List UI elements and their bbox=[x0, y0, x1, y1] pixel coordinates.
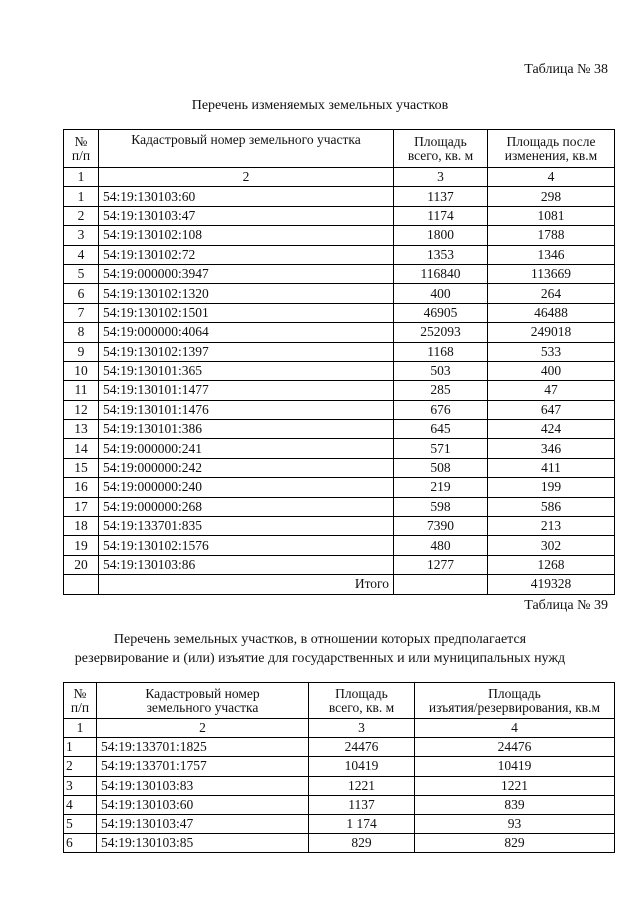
header-num-line2: п/п bbox=[70, 699, 90, 715]
column-number-row bbox=[64, 168, 615, 187]
area-value: 1168 bbox=[394, 342, 488, 361]
row-number: 18 bbox=[64, 517, 99, 536]
cadastral-number: 54:19:133701:1825 bbox=[97, 738, 309, 757]
cadastral-number: 54:19:130101:365 bbox=[99, 361, 394, 380]
col-number: 4 bbox=[488, 168, 615, 187]
cadastral-number: 54:19:130103:60 bbox=[97, 795, 309, 814]
table-row bbox=[64, 776, 615, 795]
area-value-2: 213 bbox=[488, 517, 615, 536]
row-number: 2 bbox=[64, 206, 99, 225]
table-row bbox=[64, 323, 615, 342]
row-number: 15 bbox=[64, 458, 99, 477]
row-number: 5 bbox=[64, 264, 99, 283]
area-value: 829 bbox=[309, 834, 415, 853]
table-38-caption: Таблица № 38 bbox=[524, 62, 608, 77]
area-value: 252093 bbox=[394, 323, 488, 342]
area-value: 7390 bbox=[394, 517, 488, 536]
header-area-line1: Площадь bbox=[335, 685, 388, 701]
header-area-after bbox=[488, 130, 615, 168]
cadastral-number: 54:19:130103:86 bbox=[99, 555, 394, 574]
header-num bbox=[64, 683, 97, 719]
table-row bbox=[64, 206, 615, 225]
area-value-2: 199 bbox=[488, 478, 615, 497]
table-header-row bbox=[64, 683, 615, 719]
table-row bbox=[64, 226, 615, 245]
cadastral-number: 54:19:130101:1477 bbox=[99, 381, 394, 400]
row-number: 7 bbox=[64, 303, 99, 322]
cadastral-number: 54:19:130101:386 bbox=[99, 420, 394, 439]
table-row bbox=[64, 420, 615, 439]
header-area-line2: всего, кв. м bbox=[407, 147, 474, 163]
area-value-2: 1268 bbox=[488, 555, 615, 574]
cadastral-number: 54:19:000000:241 bbox=[99, 439, 394, 458]
table-row bbox=[64, 757, 615, 776]
table-row bbox=[64, 517, 615, 536]
row-number: 10 bbox=[64, 361, 99, 380]
area-value: 503 bbox=[394, 361, 488, 380]
area-value-2: 302 bbox=[488, 536, 615, 555]
table-38-body bbox=[64, 187, 615, 575]
table-39-title-line2: резервирование и (или) изъятие для государственных и или муниципальных нужд bbox=[74, 651, 566, 666]
area-value-2: 298 bbox=[488, 187, 615, 206]
header-area-after-line1: Площадь после bbox=[506, 133, 596, 149]
row-number: 19 bbox=[64, 536, 99, 555]
col-number: 2 bbox=[99, 168, 394, 187]
table-row bbox=[64, 555, 615, 574]
header-area-taken bbox=[415, 683, 615, 719]
col-number: 3 bbox=[394, 168, 488, 187]
area-value-2: 113669 bbox=[488, 264, 615, 283]
table-row bbox=[64, 834, 615, 853]
area-value: 1 174 bbox=[309, 814, 415, 833]
area-value-2: 1346 bbox=[488, 245, 615, 264]
area-value: 10419 bbox=[309, 757, 415, 776]
row-number: 11 bbox=[64, 381, 99, 400]
table-row bbox=[64, 381, 615, 400]
area-value: 1174 bbox=[394, 206, 488, 225]
cadastral-number: 54:19:130103:60 bbox=[99, 187, 394, 206]
row-number: 5 bbox=[64, 814, 97, 833]
row-number: 20 bbox=[64, 555, 99, 574]
area-value-2: 93 bbox=[415, 814, 615, 833]
table-row bbox=[64, 814, 615, 833]
area-value-2: 47 bbox=[488, 381, 615, 400]
table-row bbox=[64, 400, 615, 419]
area-value-2: 829 bbox=[415, 834, 615, 853]
cadastral-number: 54:19:000000:3947 bbox=[99, 264, 394, 283]
area-value: 645 bbox=[394, 420, 488, 439]
table-39-title-line1: Перечень земельных участков, в отношении которых предполагается bbox=[113, 632, 527, 647]
cadastral-number: 54:19:130102:108 bbox=[99, 226, 394, 245]
row-number: 6 bbox=[64, 834, 97, 853]
area-value: 480 bbox=[394, 536, 488, 555]
header-cadastral bbox=[97, 683, 309, 719]
area-value: 1221 bbox=[309, 776, 415, 795]
total-label: Итого bbox=[99, 575, 394, 594]
table-row bbox=[64, 439, 615, 458]
cadastral-number: 54:19:000000:4064 bbox=[99, 323, 394, 342]
cadastral-number: 54:19:130102:1576 bbox=[99, 536, 394, 555]
area-value: 219 bbox=[394, 478, 488, 497]
area-value-2: 647 bbox=[488, 400, 615, 419]
row-number: 3 bbox=[64, 226, 99, 245]
cadastral-number: 54:19:000000:240 bbox=[99, 478, 394, 497]
area-value: 46905 bbox=[394, 303, 488, 322]
row-number: 1 bbox=[64, 187, 99, 206]
area-value-2: 264 bbox=[488, 284, 615, 303]
row-number: 9 bbox=[64, 342, 99, 361]
row-number: 1 bbox=[64, 738, 97, 757]
header-cadastral bbox=[99, 130, 394, 168]
area-value-2: 1221 bbox=[415, 776, 615, 795]
cadastral-number: 54:19:130102:1501 bbox=[99, 303, 394, 322]
column-number-row bbox=[64, 719, 615, 738]
row-number: 8 bbox=[64, 323, 99, 342]
area-value: 1353 bbox=[394, 245, 488, 264]
col-number: 4 bbox=[415, 719, 615, 738]
row-number: 16 bbox=[64, 478, 99, 497]
cadastral-number: 54:19:130102:72 bbox=[99, 245, 394, 264]
area-value-2: 24476 bbox=[415, 738, 615, 757]
row-number: 4 bbox=[64, 245, 99, 264]
table-row bbox=[64, 738, 615, 757]
area-value: 1137 bbox=[309, 795, 415, 814]
area-value: 24476 bbox=[309, 738, 415, 757]
area-value-2: 586 bbox=[488, 497, 615, 516]
col-number: 1 bbox=[64, 168, 99, 187]
cadastral-number: 54:19:133701:1757 bbox=[97, 757, 309, 776]
row-number: 3 bbox=[64, 776, 97, 795]
cadastral-number: 54:19:130103:85 bbox=[97, 834, 309, 853]
row-number: 12 bbox=[64, 400, 99, 419]
table-header-row bbox=[64, 130, 615, 168]
area-value-2: 10419 bbox=[415, 757, 615, 776]
header-num-line2: п/п bbox=[71, 147, 91, 163]
total-empty-cell bbox=[394, 575, 488, 594]
area-value-2: 839 bbox=[415, 795, 615, 814]
area-value: 400 bbox=[394, 284, 488, 303]
area-value-2: 424 bbox=[488, 420, 615, 439]
header-area-after-line2: изменения, кв.м bbox=[504, 147, 598, 163]
row-number: 2 bbox=[64, 757, 97, 776]
area-value: 285 bbox=[394, 381, 488, 400]
area-value-2: 400 bbox=[488, 361, 615, 380]
header-num-line1: № bbox=[74, 133, 88, 149]
header-num bbox=[64, 130, 99, 168]
table-38 bbox=[63, 129, 615, 595]
area-value: 1137 bbox=[394, 187, 488, 206]
area-value: 1277 bbox=[394, 555, 488, 574]
area-value-2: 346 bbox=[488, 439, 615, 458]
header-area-taken-line2: изъятия/резервирования, кв.м bbox=[428, 699, 601, 715]
table-row bbox=[64, 245, 615, 264]
area-value-2: 1788 bbox=[488, 226, 615, 245]
table-row bbox=[64, 342, 615, 361]
table-39-title bbox=[0, 630, 640, 668]
cadastral-number: 54:19:130102:1320 bbox=[99, 284, 394, 303]
table-38-title: Перечень изменяемых земельных участков bbox=[191, 98, 449, 113]
area-value: 598 bbox=[394, 497, 488, 516]
header-area-line2: всего, кв. м bbox=[328, 699, 395, 715]
area-value: 508 bbox=[394, 458, 488, 477]
row-number: 4 bbox=[64, 795, 97, 814]
row-number: 14 bbox=[64, 439, 99, 458]
table-39-caption: Таблица № 39 bbox=[524, 598, 608, 613]
area-value: 571 bbox=[394, 439, 488, 458]
area-value: 676 bbox=[394, 400, 488, 419]
area-value-2: 249018 bbox=[488, 323, 615, 342]
total-empty-cell bbox=[64, 575, 99, 594]
table-row bbox=[64, 795, 615, 814]
table-row bbox=[64, 458, 615, 477]
cadastral-number: 54:19:130103:83 bbox=[97, 776, 309, 795]
row-number: 17 bbox=[64, 497, 99, 516]
area-value-2: 46488 bbox=[488, 303, 615, 322]
cadastral-number: 54:19:000000:268 bbox=[99, 497, 394, 516]
area-value-2: 533 bbox=[488, 342, 615, 361]
cadastral-number: 54:19:000000:242 bbox=[99, 458, 394, 477]
col-number: 2 bbox=[97, 719, 309, 738]
cadastral-number: 54:19:130102:1397 bbox=[99, 342, 394, 361]
table-row bbox=[64, 361, 615, 380]
row-number: 13 bbox=[64, 420, 99, 439]
table-row bbox=[64, 187, 615, 206]
area-value-2: 1081 bbox=[488, 206, 615, 225]
header-area-taken-line1: Площадь bbox=[488, 685, 541, 701]
header-num-line1: № bbox=[73, 685, 87, 701]
header-area-line1: Площадь bbox=[414, 133, 467, 149]
header-area bbox=[394, 130, 488, 168]
header-cadastral-line1: Кадастровый номер bbox=[145, 685, 260, 701]
table-row bbox=[64, 536, 615, 555]
row-number: 6 bbox=[64, 284, 99, 303]
table-row bbox=[64, 497, 615, 516]
header-cadastral-line2: земельного участка bbox=[146, 699, 259, 715]
area-value-2: 411 bbox=[488, 458, 615, 477]
total-row bbox=[64, 575, 615, 594]
cadastral-number: 54:19:130103:47 bbox=[97, 814, 309, 833]
area-value: 1800 bbox=[394, 226, 488, 245]
cadastral-number: 54:19:130103:47 bbox=[99, 206, 394, 225]
header-area bbox=[309, 683, 415, 719]
col-number: 3 bbox=[309, 719, 415, 738]
col-number: 1 bbox=[64, 719, 97, 738]
table-row bbox=[64, 478, 615, 497]
table-row bbox=[64, 264, 615, 283]
area-value: 116840 bbox=[394, 264, 488, 283]
table-39-body bbox=[64, 738, 615, 853]
cadastral-number: 54:19:130101:1476 bbox=[99, 400, 394, 419]
header-cadastral-text: Кадастровый номер земельного участка bbox=[131, 132, 361, 147]
table-39 bbox=[63, 682, 615, 853]
table-row bbox=[64, 284, 615, 303]
cadastral-number: 54:19:133701:835 bbox=[99, 517, 394, 536]
total-value: 419328 bbox=[488, 575, 615, 594]
table-row bbox=[64, 303, 615, 322]
